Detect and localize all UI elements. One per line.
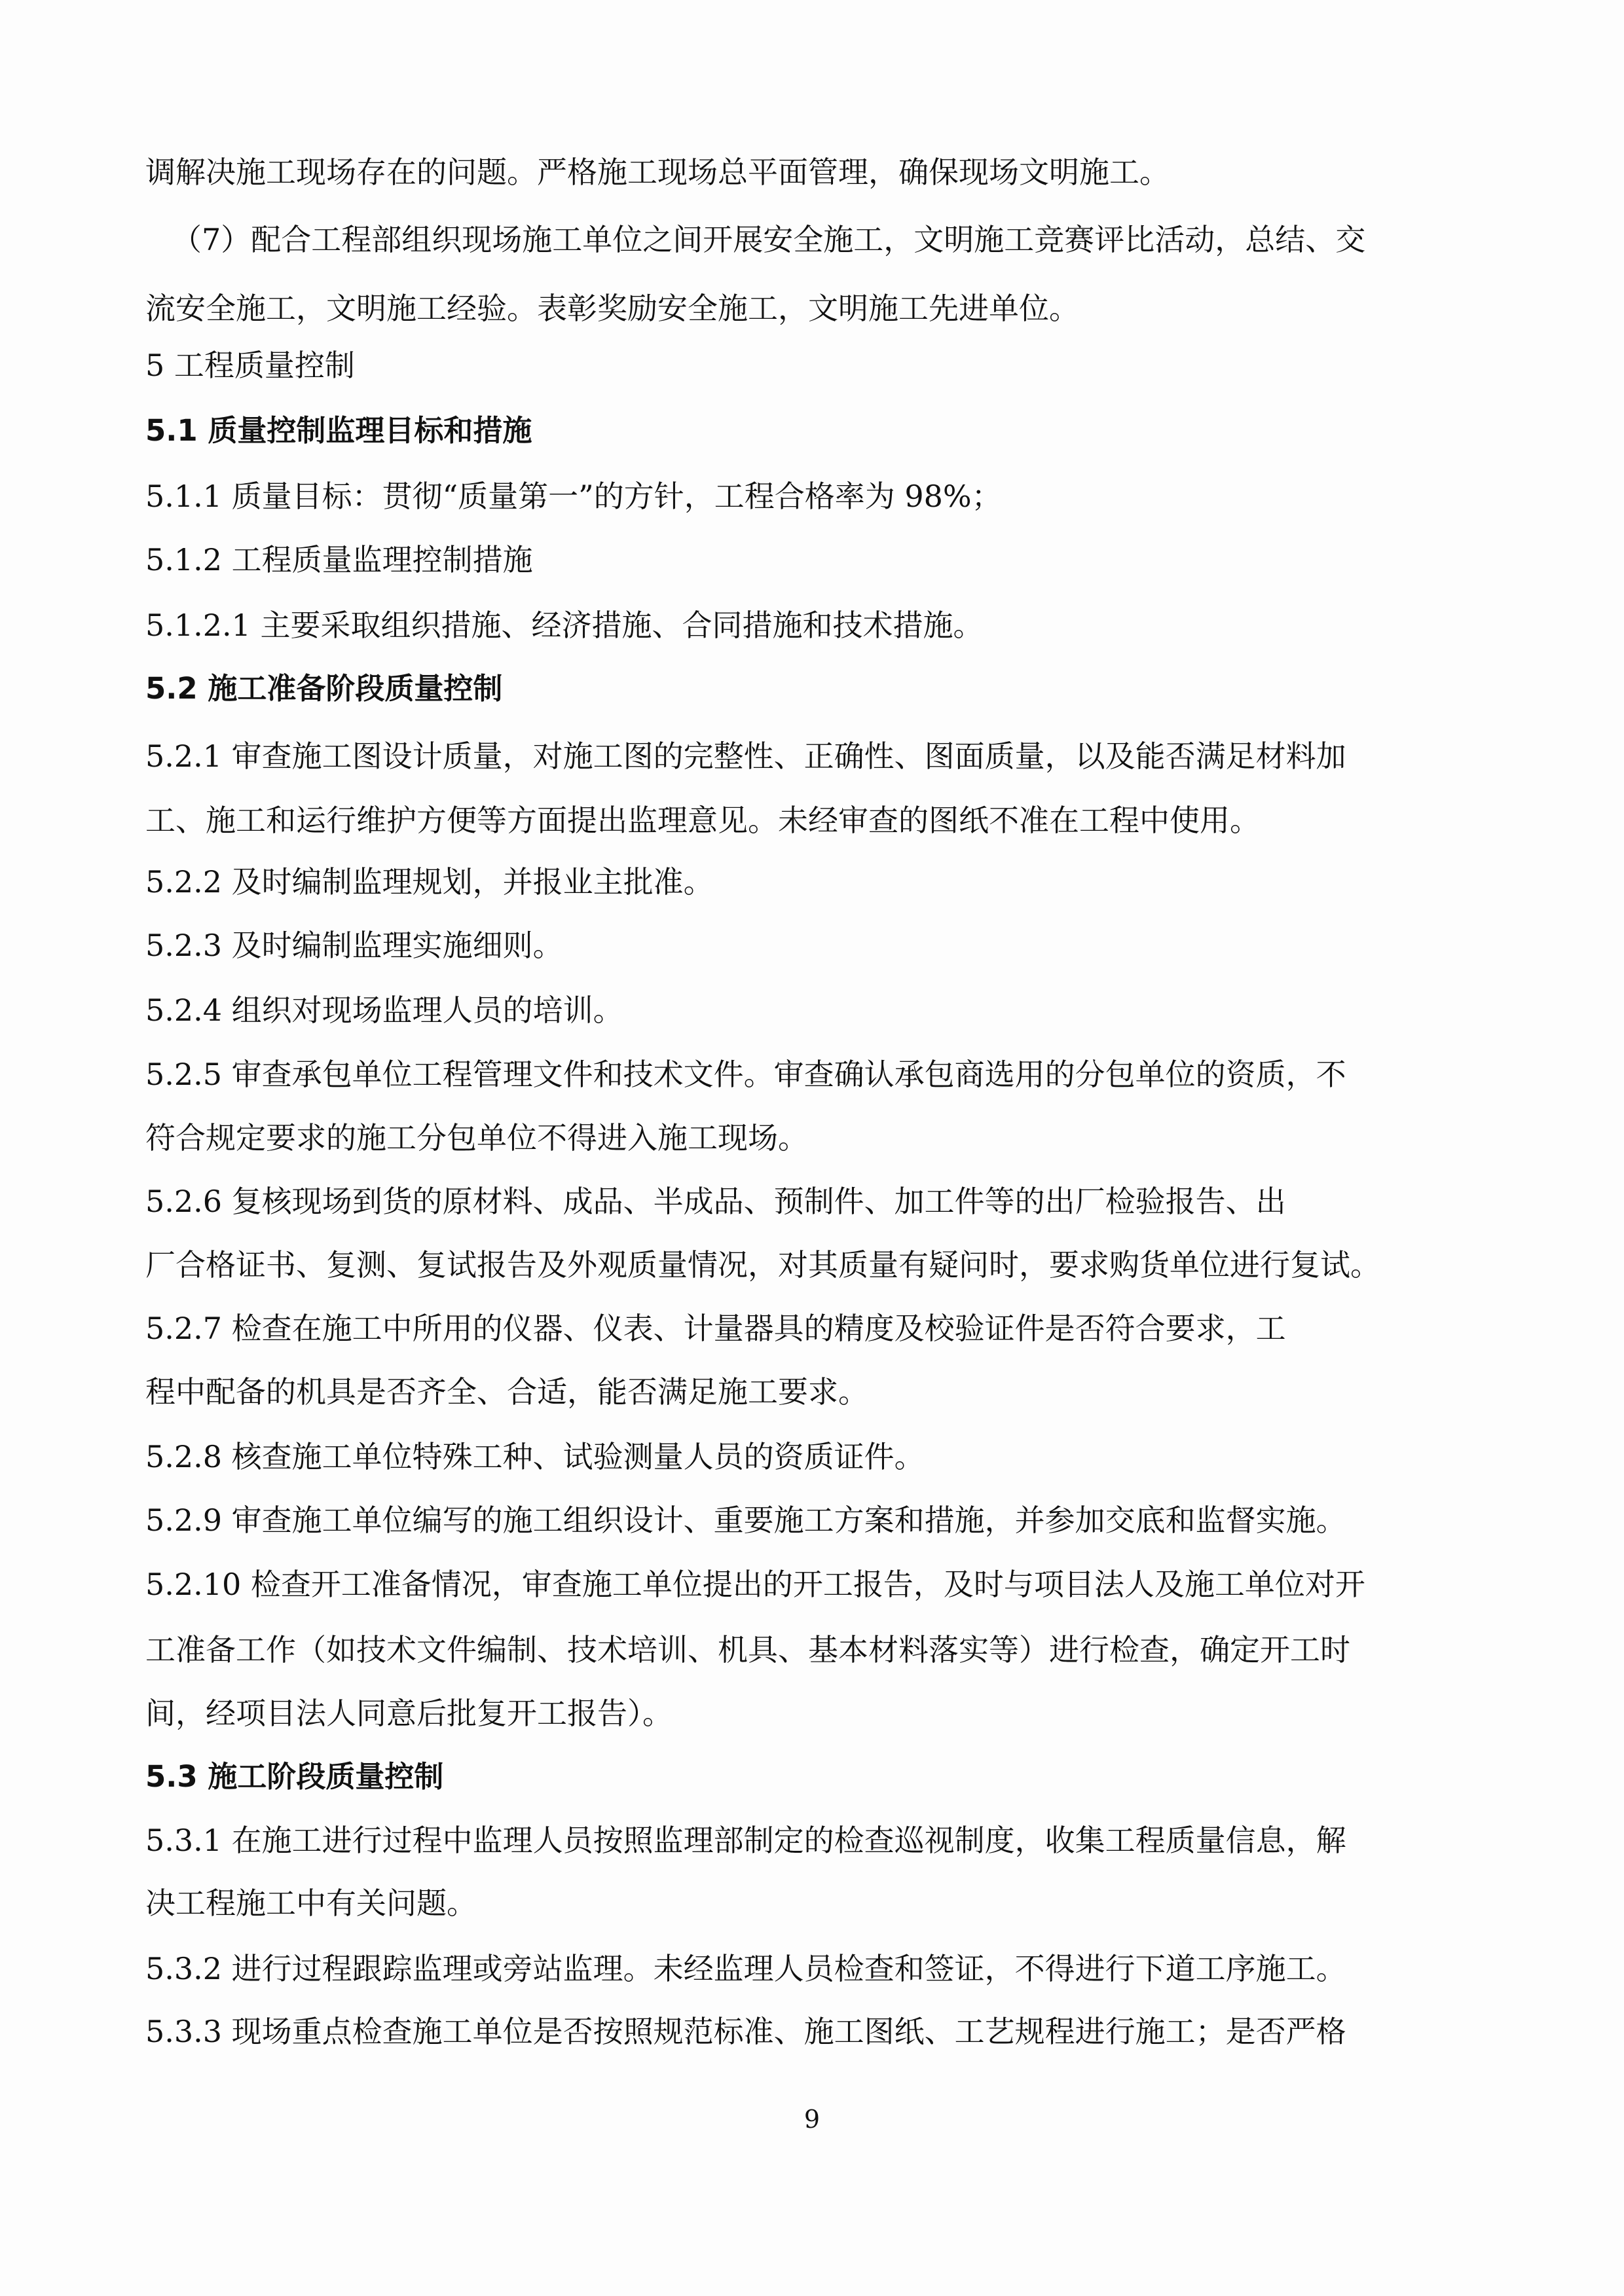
section-heading: 5 工程质量控制 bbox=[145, 348, 355, 383]
body-text-line: 5.2.2 及时编制监理规划，并报业主批准。 bbox=[145, 864, 714, 900]
body-text-line: 决工程施工中有关问题。 bbox=[145, 1886, 477, 1921]
body-text-line: 5.2.1 审查施工图设计质量，对施工图的完整性、正确性、图面质量，以及能否满足材料加 bbox=[145, 738, 1346, 774]
body-text-line: （7）配合工程部组织现场施工单位之间开展安全施工，文明施工竞赛评比活动，总结、交 bbox=[172, 222, 1366, 257]
page-number: 9 bbox=[803, 2105, 821, 2134]
body-text-line: 5.3.2 进行过程跟踪监理或旁站监理。未经监理人员检查和签证，不得进行下道工序施工。 bbox=[145, 1951, 1346, 1986]
body-text-line: 工、施工和运行维护方便等方面提出监理意见。未经审查的图纸不准在工程中使用。 bbox=[145, 803, 1260, 838]
subsection-heading: 5.2 施工准备阶段质量控制 bbox=[145, 671, 503, 706]
subsection-heading: 5.3 施工阶段质量控制 bbox=[145, 1759, 444, 1794]
body-text-line: 5.3.1 在施工进行过程中监理人员按照监理部制定的检查巡视制度，收集工程质量信息，解 bbox=[145, 1823, 1346, 1858]
body-text-line: 符合规定要求的施工分包单位不得进入施工现场。 bbox=[145, 1120, 808, 1156]
body-text-line: 5.2.6 复核现场到货的原材料、成品、半成品、预制件、加工件等的出厂检验报告、出 bbox=[145, 1184, 1286, 1219]
body-text-line: 流安全施工，文明施工经验。表彰奖励安全施工，文明施工先进单位。 bbox=[145, 291, 1079, 326]
body-text-line: 间，经项目法人同意后批复开工报告）。 bbox=[145, 1696, 673, 1731]
body-text-line: 5.2.9 审查施工单位编写的施工组织设计、重要施工方案和措施，并参加交底和监督实施。 bbox=[145, 1503, 1346, 1538]
subsection-heading: 5.1 质量控制监理目标和措施 bbox=[145, 413, 532, 448]
body-text-line: 5.1.2.1 主要采取组织措施、经济措施、合同措施和技术措施。 bbox=[145, 608, 984, 643]
body-text-line: 5.2.10 检查开工准备情况，审查施工单位提出的开工报告，及时与项目法人及施工单位对开 bbox=[145, 1567, 1365, 1602]
body-text-line: 程中配备的机具是否齐全、合适，能否满足施工要求。 bbox=[145, 1374, 868, 1410]
body-text-line: 5.1.2 工程质量监理控制措施 bbox=[145, 542, 533, 577]
body-text-line: 5.2.3 及时编制监理实施细则。 bbox=[145, 928, 563, 963]
body-text-line: 调解决施工现场存在的问题。严格施工现场总平面管理，确保现场文明施工。 bbox=[145, 155, 1170, 190]
body-text-line: 5.2.7 检查在施工中所用的仪器、仪表、计量器具的精度及校验证件是否符合要求，工 bbox=[145, 1311, 1286, 1346]
body-text-line: 5.2.4 组织对现场监理人员的培训。 bbox=[145, 993, 623, 1028]
body-text-line: 5.2.5 审查承包单位工程管理文件和技术文件。审查确认承包商选用的分包单位的资质，不 bbox=[145, 1057, 1346, 1092]
body-text-line: 工准备工作（如技术文件编制、技术培训、机具、基本材料落实等）进行检查，确定开工时 bbox=[145, 1632, 1350, 1667]
body-text-line: 5.2.8 核查施工单位特殊工种、试验测量人员的资质证件。 bbox=[145, 1439, 925, 1474]
body-text-line: 5.3.3 现场重点检查施工单位是否按照规范标准、施工图纸、工艺规程进行施工；是否严格 bbox=[145, 2014, 1346, 2049]
body-text-line: 厂合格证书、复测、复试报告及外观质量情况，对其质量有疑问时，要求购货单位进行复试。 bbox=[145, 1247, 1380, 1283]
body-text-line: 5.1.1 质量目标：贯彻“质量第一”的方针，工程合格率为 98%； bbox=[145, 479, 1002, 514]
